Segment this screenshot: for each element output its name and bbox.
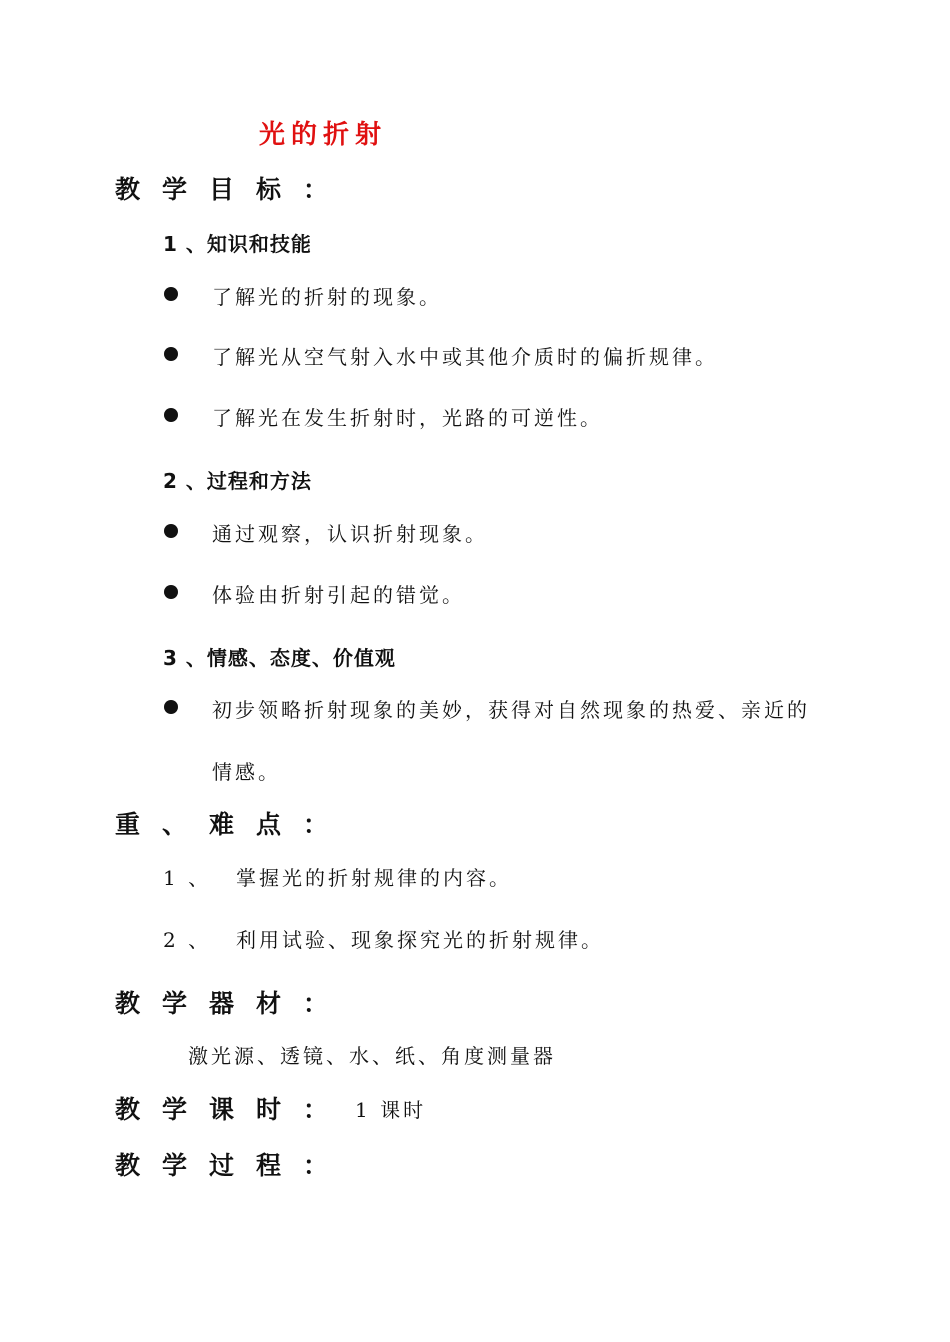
bullet-icon <box>164 287 178 301</box>
heading-teaching-goals: 教学目标： <box>115 175 351 204</box>
heading-class-hours: 教学课时： <box>115 1095 351 1124</box>
section-knowledge-skills: 1 、知识和技能 <box>163 232 312 256</box>
key-point-number: 1 、 <box>163 866 212 890</box>
equipment-list: 激光源、透镜、水、纸、角度测量器 <box>188 1044 556 1068</box>
document-title: 光的折射 <box>259 120 388 150</box>
section-process-methods: 2 、过程和方法 <box>163 469 312 493</box>
heading-equipment: 教学器材： <box>115 989 351 1018</box>
section-emotion-values: 3 、情感、态度、价值观 <box>163 646 396 670</box>
bullet-icon <box>164 524 178 538</box>
bullet-icon <box>164 408 178 422</box>
class-hours-value: 1 课时 <box>355 1098 427 1122</box>
key-point-text: 掌握光的折射规律的内容。 <box>236 866 512 890</box>
key-point-number: 2 、 <box>163 928 212 952</box>
goal-item: 了解光在发生折射时，光路的可逆性。 <box>212 406 603 430</box>
goal-item-continuation: 情感。 <box>212 760 281 784</box>
goal-item: 初步领略折射现象的美妙，获得对自然现象的热爱、亲近的 <box>212 698 810 722</box>
heading-key-points: 重、难点： <box>115 810 351 839</box>
bullet-icon <box>164 700 178 714</box>
goal-item: 了解光的折射的现象。 <box>212 285 442 309</box>
key-point-text: 利用试验、现象探究光的折射规律。 <box>236 928 604 952</box>
bullet-icon <box>164 347 178 361</box>
bullet-icon <box>164 585 178 599</box>
heading-teaching-process: 教学过程： <box>115 1151 351 1180</box>
goal-item: 通过观察，认识折射现象。 <box>212 522 488 546</box>
goal-item: 体验由折射引起的错觉。 <box>212 583 465 607</box>
goal-item: 了解光从空气射入水中或其他介质时的偏折规律。 <box>212 345 718 369</box>
